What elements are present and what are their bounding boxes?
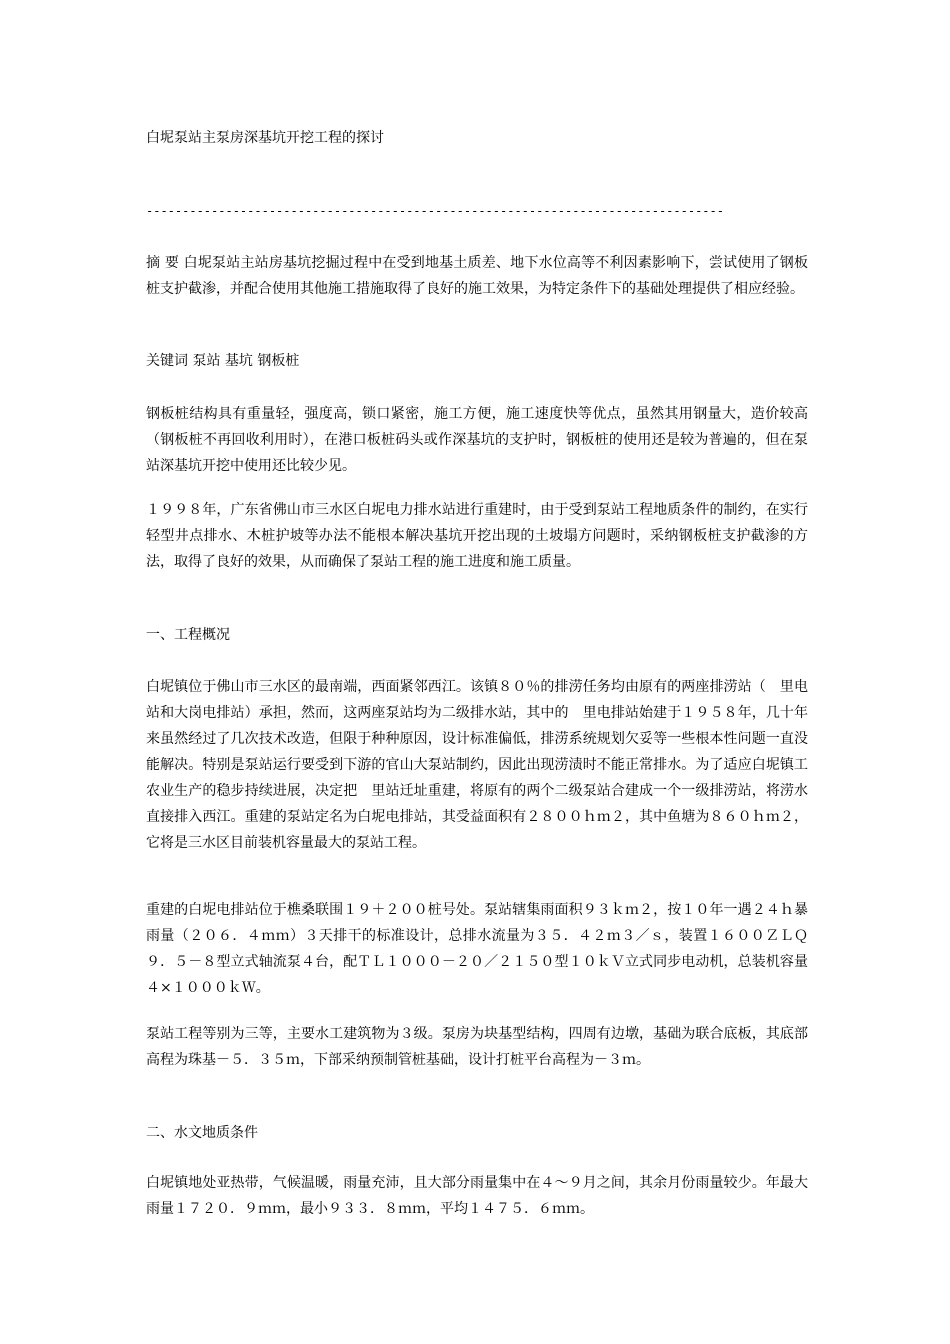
body-paragraph-3: 白坭镇位于佛山市三水区的最南端，西面紧邻西江。该镇８０％的排涝任务均由原有的两座排涝站（ 里电站和大岗电排站）承担，然而，这两座泵站均为二级排水站，其中的 里电排站始建于１９５８年，几十年来虽然经过了几次技术改造，但限于种种原因，设计标准偏低，排涝系统规划欠妥等一些根本性问题一直没能解决。特别是泵站运行要受到下游的官山大泵站制约，因此出现涝渍时不能正常排水。为了适应白坭镇工农业生产的稳步持续进展，决定把 里站迁址重建，将原有的两个二级泵站合建成一个一级排涝站，将涝水直接排入西江。重建的泵站定名为白坭电排站，其受益面积有２８００ｈｍ２，其中鱼塘为８６０ｈｍ２，它将是三水区目前装机容量最大的泵站工程。 [146, 679, 808, 851]
body-paragraph-6: 白坭镇地处亚热带，气候温暖，雨量充沛，且大部分雨量集中在４～９月之间，其余月份雨量较少。年最大雨量１７２０．９ｍｍ，最小９３３．８ｍｍ，平均１４７５．６ｍｍ。 [146, 1175, 808, 1217]
body-paragraph-4: 重建的白坭电排站位于樵桑联围１９＋２００桩号处。泵站辖集雨面积９３ｋｍ２，按１０年一遇２４ｈ暴雨量（２０６．４ｍｍ）３天排干的标准设计，总排水流量为３５．４２ｍ３／ｓ，装置１６００ＺＬＱ９．５－８型立式轴流泵４台，配ＴＬ１０００－２０／２１５０型１０ｋＶ立式同步电动机，总装机容量４×１０００ｋＷ。 [146, 902, 808, 996]
abstract-paragraph: 摘 要 白坭泵站主站房基坑挖掘过程中在受到地基土质差、地下水位高等不利因素影响下，尝试使用了钢板桩支护截渗，并配合使用其他施工措施取得了良好的施工效果，为特定条件下的基础处理提供了相应经验。 [146, 255, 808, 297]
separator-line: -------------------------------------------------------------------------------- [146, 204, 724, 218]
section-heading-1: 一、工程概况 [146, 627, 230, 643]
section-heading-2: 二、水文地质条件 [146, 1125, 258, 1141]
document-title: 白坭泵站主泵房深基坑开挖工程的探讨 [146, 130, 384, 146]
body-paragraph-5: 泵站工程等别为三等，主要水工建筑物为３级。泵房为块基型结构，四周有边墩，基础为联合底板，其底部高程为珠基－５．３５ｍ，下部采纳预制管桩基础，设计打桩平台高程为－３ｍ。 [146, 1026, 808, 1068]
keywords-line: 关键词 泵站 基坑 钢板桩 [146, 353, 300, 369]
body-paragraph-1: 钢板桩结构具有重量轻，强度高，锁口紧密，施工方便，施工速度快等优点，虽然其用钢量大，造价较高（钢板桩不再回收利用时），在港口板桩码头或作深基坑的支护时，钢板桩的使用还是较为普遍的，但在泵站深基坑开挖中使用还比较少见。 [146, 406, 808, 474]
body-paragraph-2: １９９８年，广东省佛山市三水区白坭电力排水站进行重建时，由于受到泵站工程地质条件的制约，在实行轻型井点排水、木桩护坡等办法不能根本解决基坑开挖出现的土坡塌方问题时，采纳钢板桩支护截渗的方法，取得了良好的效果，从而确保了泵站工程的施工进度和施工质量。 [146, 502, 808, 570]
